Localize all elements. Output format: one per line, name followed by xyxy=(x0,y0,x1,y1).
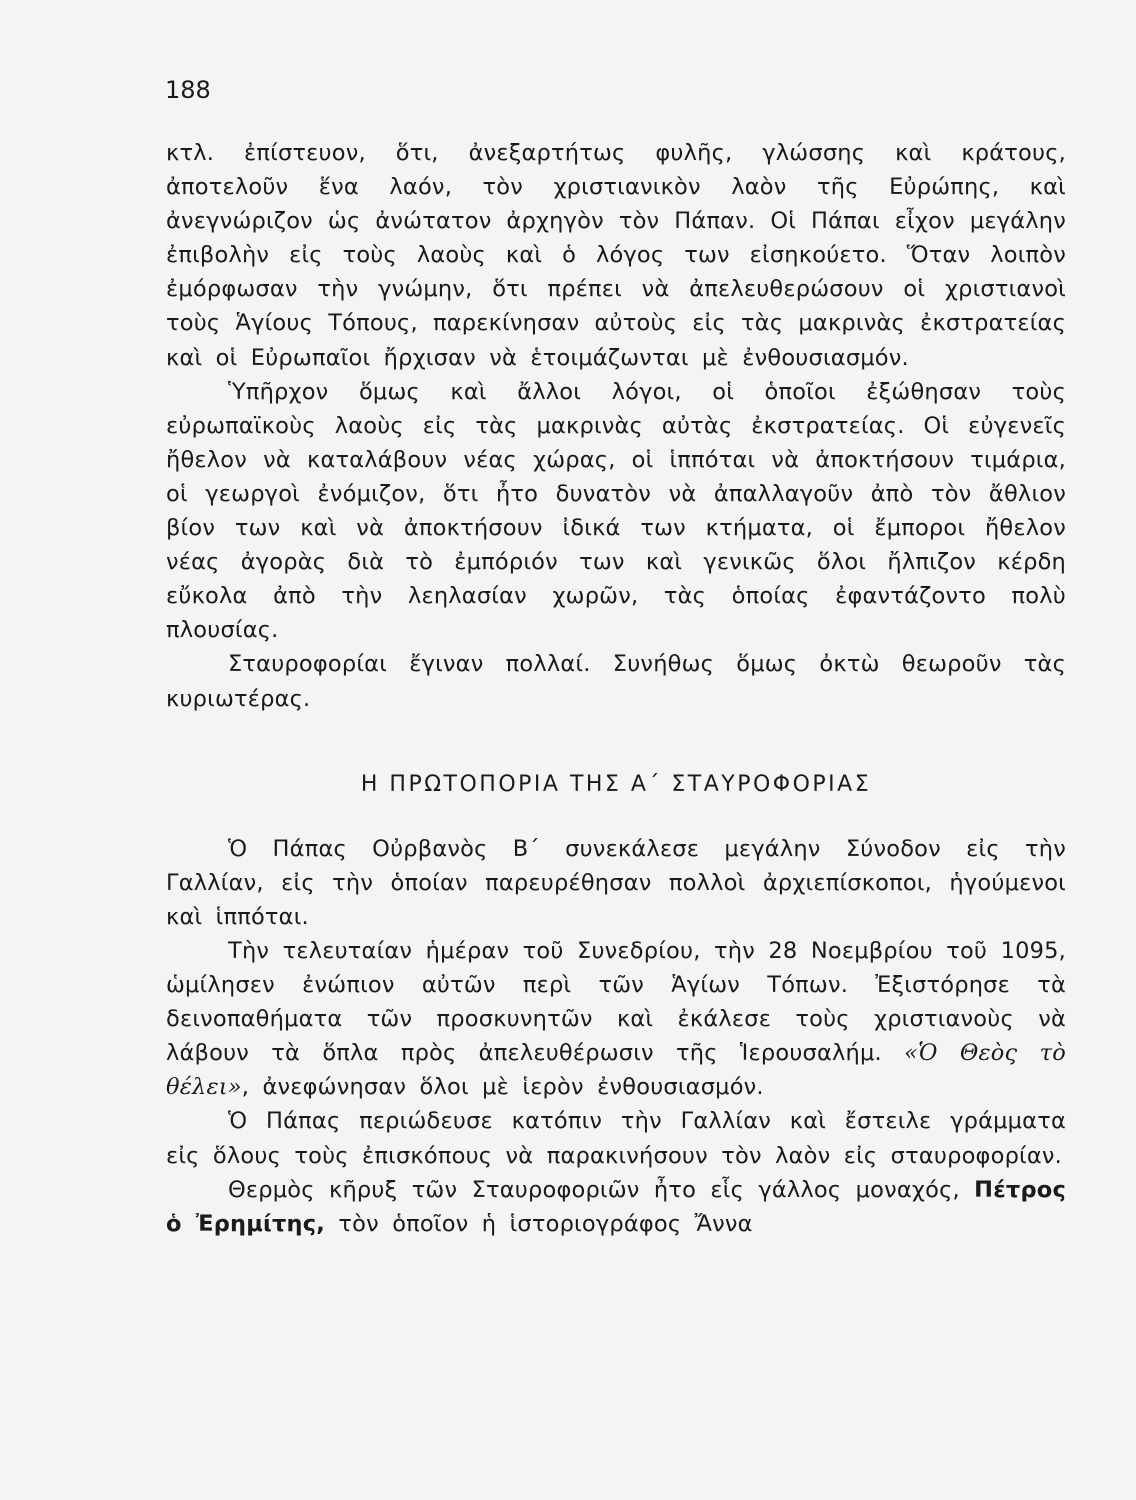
paragraph-7-text-b: τὸν ὁποῖον ἡ ἱστοριογράφος Ἄννα xyxy=(325,1210,753,1237)
section-heading: Η ΠΡΩΤΟΠΟΡΙΑ ΤΗΣ Α΄ ΣΤΑΥΡΟΦΟΡΙΑΣ xyxy=(360,771,872,797)
quote-god-wills-it: «Ὁ Θεὸς τὸ θέλει» xyxy=(166,1040,1066,1101)
paragraph-5-text-b: , ἀνεφώνησαν ὅλοι μὲ ἱερὸν ἐνθουσιασμόν. xyxy=(241,1074,764,1101)
paragraph-4: Ὁ Πάπας Οὐρβανὸς Β΄ συνεκάλεσε μεγάλην Σύνοδον εἰς τὴν Γαλλίαν, εἰς τὴν ὁποίαν παρευρέθησαν πολλοὶ ἀρχιεπίσκοποι, ἡγούμενοι καὶ ἱππόται. xyxy=(166,835,1066,930)
paragraph-2: Ὑπῆρχον ὅμως καὶ ἄλλοι λόγοι, οἱ ὁποῖοι ἐξώθησαν τοὺς εὐρωπαϊκοὺς λαοὺς εἰς τὰς μακρινὰς αὐτὰς ἐκστρατείας. Οἱ εὐγενεῖς ἤθελον νὰ καταλάβουν νέας χώρας, οἱ ἱππόται νὰ ἀποκτήσουν τιμάρια, οἱ γεωργοὶ ἐνόμιζον, ὅτι ἦτο δυνατὸν νὰ ἀπαλλαγοῦν ἀπὸ τὸν ἄθλιον βίον των καὶ νὰ ἀποκτήσουν ἰδικά των κτήματα, οἱ ἔμποροι ἤθελον νέας ἀγορὰς διὰ τὸ ἐμπόριόν των καὶ γενικῶς ὅλοι ἤλπιζον κέρδη εὔκολα ἀπὸ τὴν λεηλασίαν χωρῶν, τὰς ὁποίας ἐφαντάζοντο πολὺ πλουσίας. xyxy=(166,378,1066,644)
paragraph-1: κτλ. ἐπίστευον, ὅτι, ἀνεξαρτήτως φυλῆς, γλώσσης καὶ κράτους, ἀποτελοῦν ἕνα λαόν, τὸν χριστιανικὸν λαὸν τῆς Εὐρώπης, καὶ ἀνεγνώριζον ὡς ἀνώτατον ἀρχηγὸν τὸν Πάπαν. Οἱ Πάπαι εἶχον μεγάλην ἐπιβολὴν εἰς τοὺς λαοὺς καὶ ὁ λόγος των εἰσηκούετο. Ὅταν λοιπὸν ἐμόρφωσαν τὴν γνώμην, ὅτι πρέπει νὰ ἀπελευθερώσουν οἱ χριστιανοὶ τοὺς Ἁγίους Τόπους, παρεκίνησαν αὐτοὺς εἰς τὰς μακρινὰς ἐκστρατείας καὶ οἱ Εὐρωπαῖοι ἤρχισαν νὰ ἑτοιμάζωνται μὲ ἐνθουσιασμόν. xyxy=(166,140,1066,371)
page-number: 188 xyxy=(165,76,211,104)
page-body xyxy=(166,136,1066,1241)
paragraph-7 xyxy=(166,1173,1066,1241)
paragraph-7-text-a: Θερμὸς κῆρυξ τῶν Σταυροφοριῶν ἦτο εἷς γάλλος μοναχός, xyxy=(228,1176,975,1203)
paragraph-3: Σταυροφορίαι ἔγιναν πολλαί. Συνήθως ὅμως ὀκτὼ θεωροῦν τὰς κυριωτέρας. xyxy=(166,651,1066,712)
paragraph-5-text-a: Τὴν τελευταίαν ἡμέραν τοῦ Συνεδρίου, τὴν 28 Νοεμβρίου τοῦ 1095, ὡμίλησεν ἐνώπιον αὐτῶν περὶ τῶν Ἁγίων Τόπων. Ἐξιστόρησε τὰ δεινοπαθήματα τῶν προσκυνητῶν καὶ ἐκάλεσε τοὺς χριστιανοὺς νὰ λάβουν τὰ ὅπλα πρὸς ἀπελευθέρωσιν τῆς Ἱερουσαλήμ. xyxy=(166,937,1066,1067)
paragraph-6: Ὁ Πάπας περιώδευσε κατόπιν τὴν Γαλλίαν καὶ ἔστειλε γράμματα εἰς ὅλους τοὺς ἐπισκόπους νὰ παρακινήσουν τὸν λαὸν εἰς σταυροφορίαν. xyxy=(166,1108,1066,1169)
name-peter-the-hermit: Πέτρος ὁ Ἐρημίτης, xyxy=(166,1176,1066,1237)
paragraph-5 xyxy=(166,934,1066,1104)
